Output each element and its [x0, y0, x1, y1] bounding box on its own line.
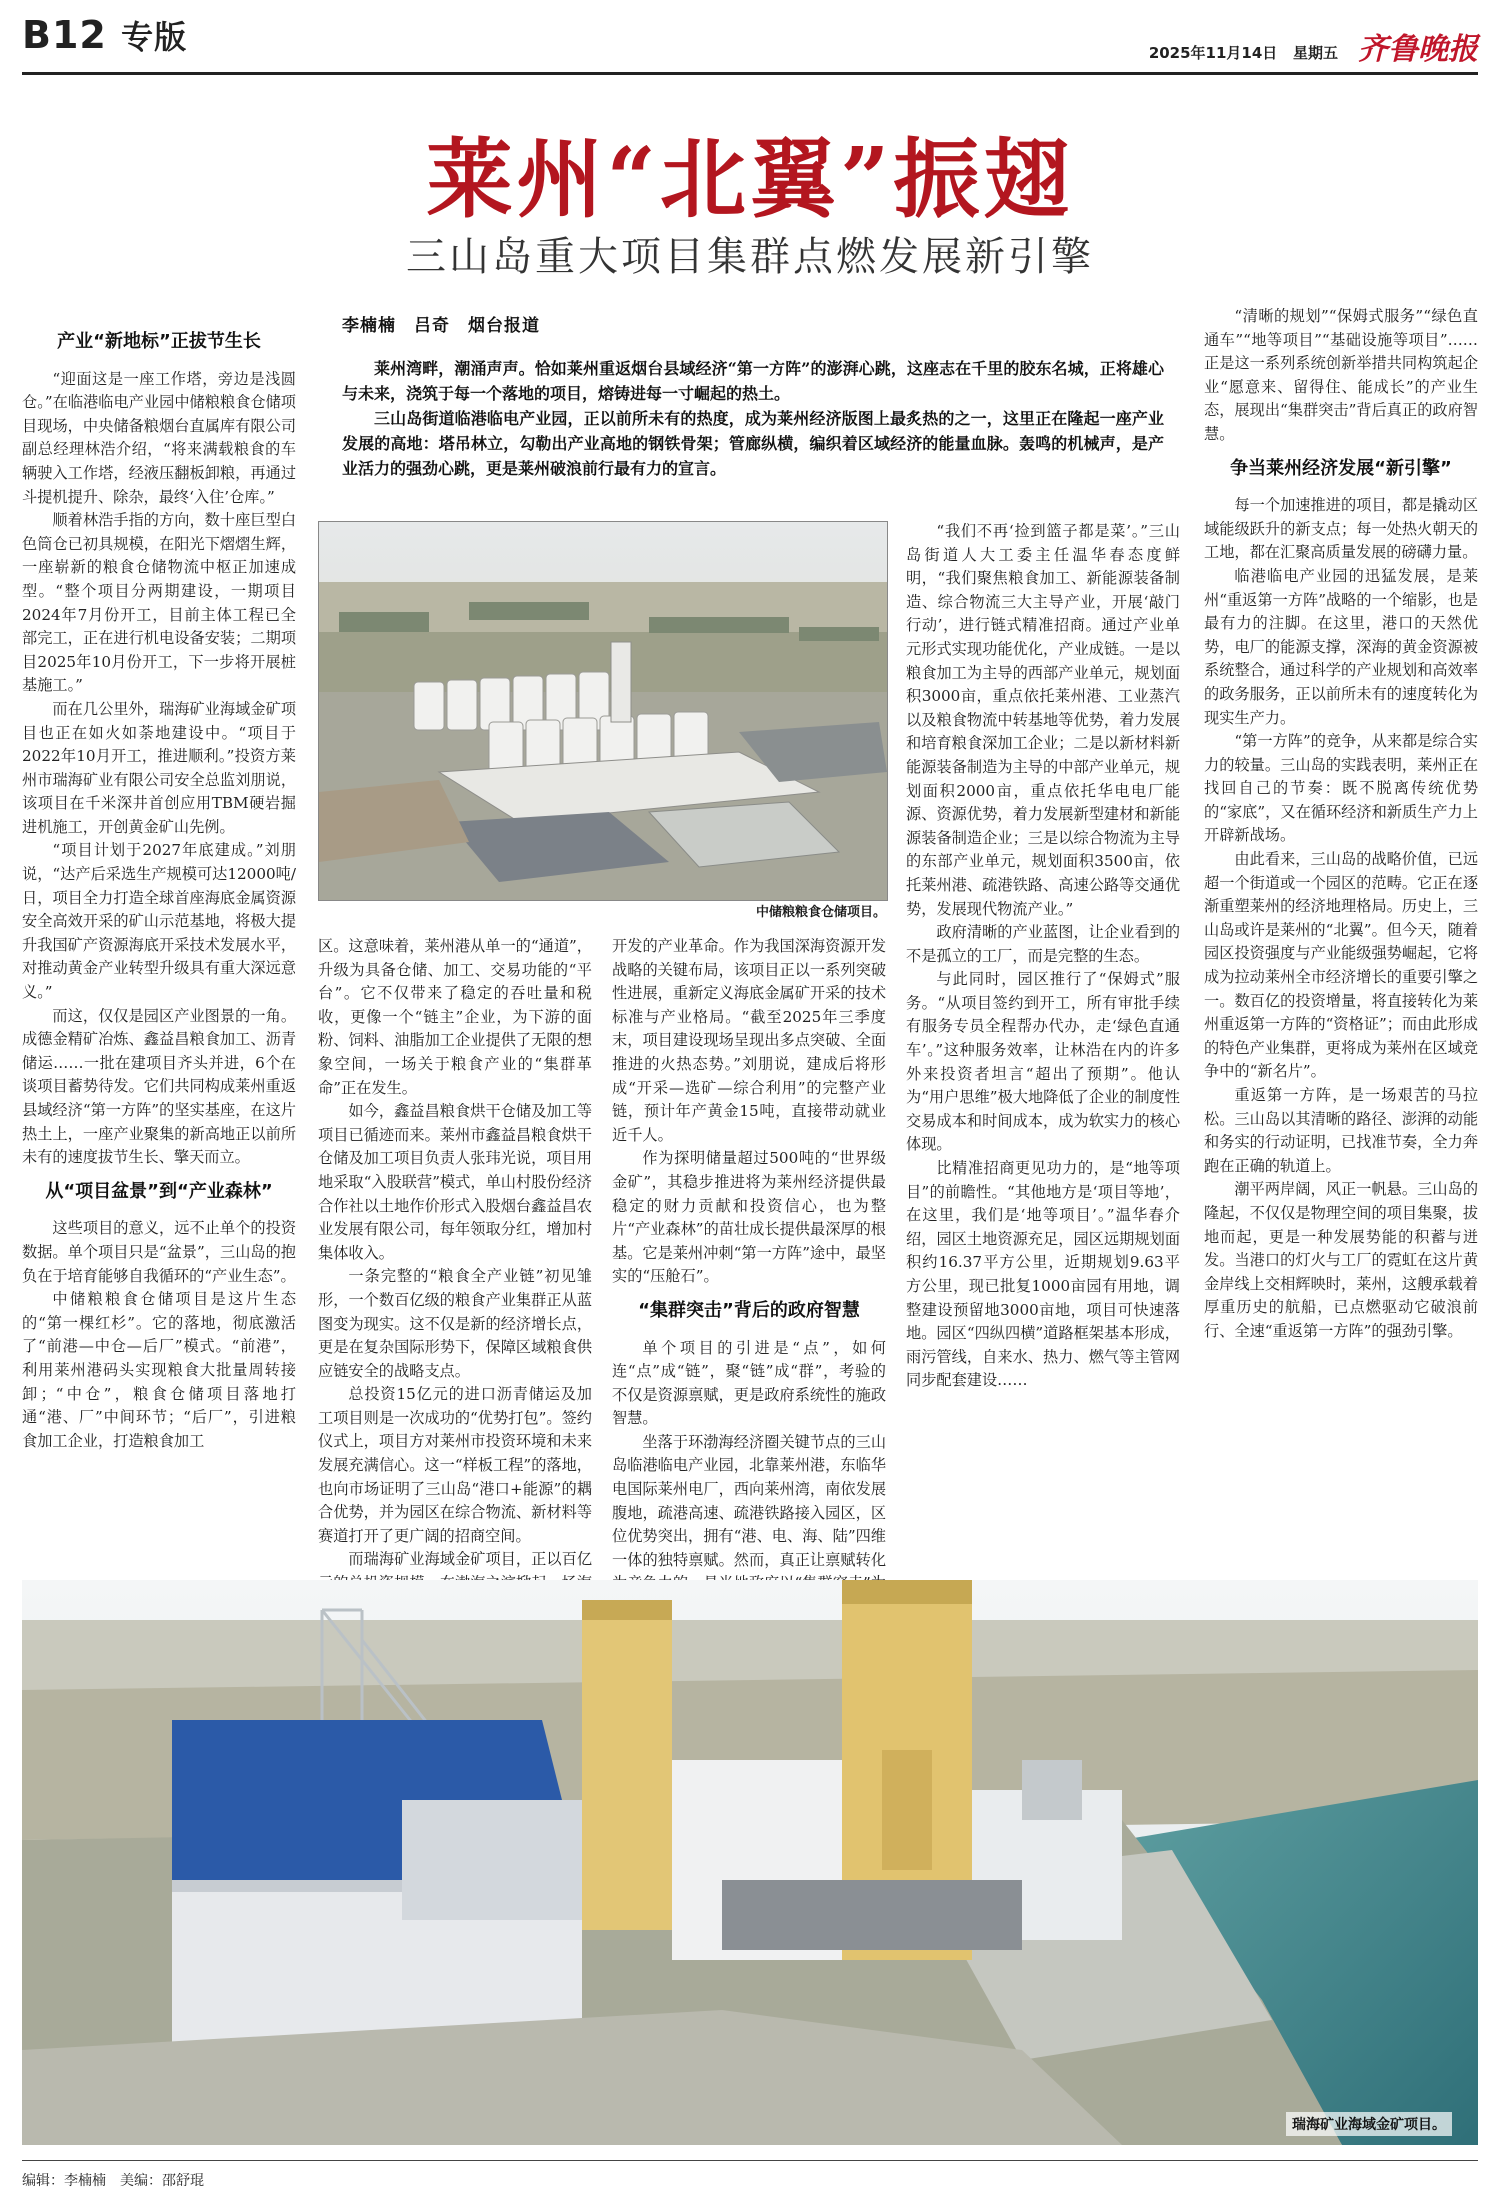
lead-para: 莱州湾畔，潮涌声声。恰如莱州重返烟台县域经济“第一方阵”的澎湃心跳，这座志在千里的胶东名城，正将雄心与未来，浇筑于每一个落地的项目，熔铸进每一寸崛起的热土。 [342, 359, 1164, 403]
column-1 [22, 320, 296, 1453]
body-para: 每一个加速推进的项目，都是撬动区域能级跃升的新支点；每一处热火朝天的工地，都在汇聚高质量发展的磅礴力量。 [1204, 496, 1478, 562]
body-para: 重返第一方阵，是一场艰苦的马拉松。三山岛以其清晰的路径、澎湃的动能和务实的行动证明，已找准节奏，全力奔跑在正确的轨道上。 [1204, 1086, 1478, 1175]
body-para: 而这，仅仅是园区产业图景的一角。成德金精矿冶炼、鑫益昌粮食加工、沥青储运……一批在建项目齐头并进，6个在谈项目蓄势待发。它们共同构成莱州重返县域经济“第一方阵”的坚实基座，在这片热土上，一座产业聚集的新高地正以前所未有的速度拔节生长、擎天而立。 [22, 1006, 296, 1167]
issue-weekday: 星期五 [1292, 44, 1338, 62]
lead-para: 三山岛街道临港临电产业园，正以前所未有的热度，成为莱州经济版图上最炙热的之一，这里正在隆起一座产业发展的高地：塔吊林立，勾勒出产业高地的钢铁骨架；管廊纵横，编织着区域经济的能量血脉。轰鸣的机械声，是产业活力的强劲心跳，更是莱州破浪前行最有力的宣言。 [342, 409, 1164, 478]
body-para: 顺着林浩手指的方向，数十座巨型白色筒仓已初具规模，在阳光下熠熠生辉，一座崭新的粮食仓储物流中枢正加速成型。“整个项目分两期建设，一期项目2024年7月份开工，目前主体工程已全部完工，正在进行机电设备安装；二期项目2025年10月份开工，下一步将开展桩基施工。” [22, 511, 296, 695]
body-para: 一条完整的“粮食全产业链”初见雏形，一个数百亿级的粮食产业集群正从蓝图变为现实。这不仅是新的经济增长点，更是在复杂国际形势下，保障区域粮食供应链安全的战略支点。 [318, 1267, 592, 1380]
column-2 [318, 935, 592, 1619]
masthead-bar [22, 12, 1478, 70]
section-heading: 争当莱州经济发展“新引擎” [1230, 457, 1452, 479]
footer-rule [22, 2160, 1478, 2161]
grain-storage-illustration [319, 522, 887, 900]
body-para: 开发的产业革命。作为我国深海资源开发战略的关键布局，该项目正以一系列突破性进展，重新定义海底金属矿开采的技术标准与产业格局。“截至2025年三季度末，项目建设现场呈现出多点突破、全面推进的火热态势。”刘朋说，建成后将形成“开采—选矿—综合利用”的完整产业链，预计年产黄金15吨，直接带动就业近千人。 [612, 937, 886, 1144]
body-para: “迎面这是一座工作塔，旁边是浅圆仓。”在临港临电产业园中储粮粮食仓储项目现场，中央储备粮烟台直属库有限公司副总经理林浩介绍，“将来满载粮食的车辆驶入工作塔，经液压翻板卸粮，再通过斗提机提升、除杂，最终‘入住’仓库。” [22, 369, 296, 506]
date-line [1149, 42, 1338, 63]
section-heading: 产业“新地标”正拔节生长 [57, 331, 261, 352]
body-para: 潮平两岸阔，风正一帆悬。三山岛的隆起，不仅仅是物理空间的项目集聚，拔地而起，更是一种发展势能的积蓄与迸发。当港口的灯火与工厂的霓虹在这片黄金岸线上交相辉映时，莱州，这艘承载着厚重历史的航船，已点燃驱动它破浪前行、全速“重返第一方阵”的强劲引擎。 [1204, 1180, 1478, 1340]
body-para: 如今，鑫益昌粮食烘干仓储及加工等项目已循迹而来。莱州市鑫益昌粮食烘干仓储及加工项目负责人张玮光说，项目用地采取“入股联营”模式，单山村股份经济合作社以土地作价形式入股烟台鑫益昌农业发展有限公司，每年领取分红，增加村集体收入。 [318, 1102, 592, 1262]
page-number-text: B12 [22, 13, 107, 57]
editor-credits: 编辑：李楠楠 美编：邵舒琨 [22, 2173, 204, 2189]
body-para: “项目计划于2027年底建成。”刘朋说，“达产后采选生产规模可达12000吨/日，项目全力打造全球首座海底金属资源安全高效开采的矿山示范基地，将极大提升我国矿产资源海底开采技术发展水平，对推动黄金产业转型升级具有重大深远意义。” [22, 841, 296, 1002]
section-heading: 从“项目盆景”到“产业森林” [45, 1180, 273, 1202]
photo-caption: 瑞海矿业海域金矿项目。 [1286, 2112, 1452, 2136]
body-para: 单个项目的引进是“点”，如何连“点”成“链”，聚“链”成“群”，考验的不仅是资源禀赋，更是政府系统性的施政智慧。 [612, 1338, 886, 1428]
body-para: 而在几公里外，瑞海矿业海域金矿项目也正在如火如荼地建设中。“项目于2022年10月开工，推进顺利。”投资方莱州市瑞海矿业有限公司安全总监刘朋说，该项目在千米深井首创应用TBM硬岩掘进机施工，开创黄金矿山先例。 [22, 699, 296, 836]
column-5 [1204, 305, 1478, 1344]
top-rule [22, 72, 1478, 75]
body-para: 而瑞海矿业海域金矿项目，正以百亿 [348, 1550, 592, 1569]
body-para: “我们不再‘捡到篮子都是菜’。”三山岛街道人大工委主任温华春态度鲜明，“我们聚焦粮食加工、新能源装备制造、综合物流三大主导产业，开展‘敲门行动’，进行链式精准招商。通过产业单元形式实现功能优化，产业成链。一是以粮食加工为主导的西部产业单元，规划面积3000亩，重点依托莱州港、工业蒸汽以及粮食物流中转基地等优势，着力发展和培育粮食深加工企业；二是以新材料新能源装备制造为主导的中部产业单元，规划面积2000亩，重点依托华电电厂能源、资源优势，着力发展新型建材和新能源装备制造企业；三是以综合物流为主导的东部产业单元，规划面积3500亩，依托莱州港、疏港铁路、高速公路等交通优势，发展现代物流产业。” [906, 522, 1180, 918]
body-para: “第一方阵”的竞争，从来都是综合实力的较量。三山岛的实践表明，莱州正在找回自己的节奏：既不脱离传统优势的“家底”，又在循环经济和新质生产力上开辟新战场。 [1204, 732, 1478, 845]
lead-paragraphs [342, 356, 1164, 481]
body-para: 作为探明储量超过500吨的“世界级金矿”，其稳步推进将为莱州经济提供最稳定的财力贡献和投资信心，也为整片“产业森林”的苗壮成长提供最深厚的根基。它是莱州冲刺“第一方阵”途中，最坚实的“压舱石”。 [612, 1149, 886, 1286]
gold-mine-illustration [22, 1580, 1478, 2145]
column-3 [612, 935, 886, 1620]
body-para: 这些项目的意义，远不止单个的投资数据。单个项目只是“盆景”，三山岛的抱负在于培育能够自我循环的“产业生态”。 [22, 1219, 296, 1285]
page-number [22, 12, 187, 58]
body-para: “清晰的规划”“保姆式服务”“绿色直通车”“地等项目”“基础设施等项目”……正是这一系列系统创新举措共同构筑起企业“愿意来、留得住、能成长”的产业生态，展现出“集群突击”背后真正的政府智慧。 [1204, 307, 1478, 443]
gold-mine-photo [22, 1580, 1478, 2145]
body-para: 区。这意味着，莱州港从单一的“通道”，升级为具备仓储、加工、交易功能的“平台”。它不仅带来了稳定的吞吐量和税收，更像一个“链主”企业，为下游的面粉、饲料、油脂加工企业提供了无限的想象空间，一场关于粮食产业的“集群革命”正在发生。 [318, 937, 592, 1097]
body-para: 临港临电产业园的迅猛发展，是莱州“重返第一方阵”战略的一个缩影，也是最有力的注脚。在这里，港口的天然优势，电厂的能源支撑，深海的黄金资源被系统整合，通过科学的产业规划和高效率的政务服务，正以前所未有的速度转化为现实生产力。 [1204, 566, 1478, 727]
issue-date: 2025年11月14日 [1148, 44, 1278, 62]
body-para: 与此同时，园区推行了“保姆式”服务。“从项目签约到开工，所有审批手续有服务专员全程帮办代办，走‘绿色直通车’。”这种服务效率，让林浩在内的许多外来投资者坦言“超出了预期”。他认为“用户思维”极大地降低了企业的制度性交易成本和时间成本，成为软实力的核心体现。 [906, 970, 1180, 1154]
body-para: 总投资15亿元的进口沥青储运及加工项目则是一次成功的“优势打包”。签约仪式上，项目方对莱州市投资环境和未来发展充满信心。这一“样板工程”的落地，也向市场证明了三山岛“港口+能源”的耦合优势，并为园区在综合物流、新材料等赛道打开了更广阔的招商空间。 [318, 1385, 592, 1545]
body-para: 由此看来，三山岛的战略价值，已远超一个街道或一个园区的范畴。它正在逐渐重塑莱州的经济地理格局。历史上，三山岛或许是莱州的“北翼”。但今天，随着园区投资强度与产业能级强势崛起，它将成为拉动莱州全市经济增长的重要引擎之一。数百亿的投资增量，将直接转化为莱州重返第一方阵的“资格证”；而由此形成的特色产业集群，更将成为莱州在区域竞争中的“新名片”。 [1204, 850, 1478, 1081]
body-para: 政府清晰的产业蓝图，让企业看到的不是孤立的工厂，而是完整的生态。 [906, 923, 1180, 965]
body-para: 比精准招商更见功力的，是“地等项目”的前瞻性。“其他地方是‘项目等地’，在这里，我们是‘地等项目’。”温华春介绍，园区土地资源充足，园区远期规划面积约16.37平方公里，近期规划9.63平方公里，现已批复1000亩园有用地，调整建设预留地3000亩地，项目可快速落地。园区“四纵四横”道路框架基本形成，雨污管线，自来水、热力、燃气等主管网同步配套建设…… [906, 1159, 1180, 1390]
section-heading: “集群突击”背后的政府智慧 [638, 1299, 860, 1321]
headline: 莱州“北翼”振翅 [426, 129, 1074, 230]
column-4 [906, 520, 1180, 1393]
grain-storage-photo [318, 521, 888, 901]
photo-caption: 中储粮粮食仓储项目。 [755, 905, 886, 920]
body-para: 坐落于环渤海经济圈关键节点的三山岛临港临电产业园，北靠莱州港，东临华电国际莱州电厂，西向莱州湾，南依发展腹地，疏港高速、疏港铁路接入园区，区位优势突出，拥有“港、电、海、陆”四维一体的独特禀赋。然而，真正让禀赋转化 [612, 1432, 886, 1569]
body-para: 中储粮粮食仓储项目是这片生态的“第一棵红杉”。它的落地，彻底激活了“前港—中仓—后厂”模式。“前港”，利用莱州港码头实现粮食大批量周转接卸；“中仓”，粮食仓储项目落地打通“港、厂”中间环节；“后厂”，引进粮食加工企业，打造粮食加工 [22, 1290, 296, 1450]
subheadline: 三山岛重大项目集群点燃发展新引擎 [406, 234, 1094, 280]
byline: 李楠楠 吕奇 烟台报道 [342, 316, 540, 336]
paper-logo: 齐鲁晚报 [1358, 32, 1478, 67]
category-name: 专版 [121, 18, 188, 56]
